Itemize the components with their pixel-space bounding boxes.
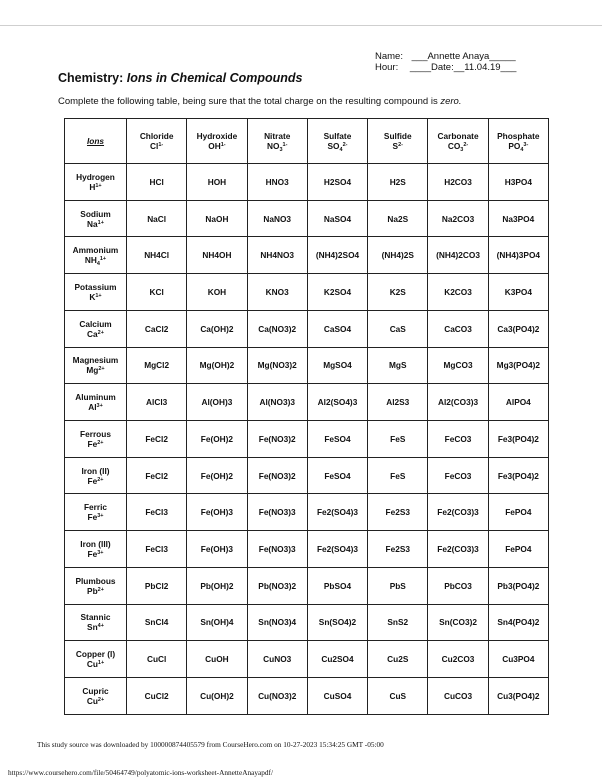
ion-name: Iron (III) (80, 539, 111, 550)
compound-cell: Cu3(PO4)2 (488, 678, 548, 715)
ion-charge: 1- (158, 142, 164, 148)
ion-formula-line (187, 141, 246, 151)
table-row (65, 567, 549, 604)
ion-formula: Na (87, 218, 98, 229)
ion-name: Sulfide (383, 131, 412, 141)
ion-subscript: 3 (460, 147, 464, 153)
compound-cell: Al(OH)3 (187, 384, 247, 421)
ion-formula-line (65, 512, 126, 522)
name-value: ___Annette Anaya_____ (411, 51, 516, 62)
cation-row-header (65, 567, 127, 604)
table-row (65, 164, 549, 201)
compound-cell: CuCO3 (428, 678, 488, 715)
title-italic: Ions in Chemical Compounds (126, 71, 303, 85)
ion-charge: 3+ (96, 403, 103, 410)
cation-row-header (65, 237, 127, 274)
ion-formula: Cu (86, 659, 98, 670)
ion-charge: 2- (398, 142, 403, 148)
compound-cell: Fe3(PO4)2 (488, 421, 548, 458)
compound-cell: SnS2 (368, 604, 428, 641)
ion-name: Magnesium (72, 355, 119, 366)
ion-formula: Cu (86, 696, 98, 707)
ion-name: Stannic (80, 612, 111, 623)
compound-cell: H2CO3 (428, 164, 488, 201)
table-row (65, 531, 549, 568)
ion-name: Calcium (79, 318, 112, 329)
ion-subscript: 3 (279, 147, 283, 153)
compound-cell: K3PO4 (488, 274, 548, 311)
compound-cell: HOH (187, 164, 247, 201)
compound-cell: Al2(SO4)3 (307, 384, 367, 421)
compound-cell: Na2CO3 (428, 200, 488, 237)
compound-cell: HCl (127, 164, 187, 201)
ion-charge: 1- (220, 142, 226, 148)
ion-formula-line (65, 255, 126, 268)
compound-cell: Fe2(SO4)3 (307, 531, 367, 568)
compound-cell: (NH4)2S (368, 237, 428, 274)
compound-cell: Fe2S3 (368, 531, 428, 568)
compound-cell: MgSO4 (307, 347, 367, 384)
compound-cell: CaCO3 (428, 310, 488, 347)
ion-charge: 3+ (97, 550, 104, 557)
compound-cell: KCl (127, 274, 187, 311)
compound-cell: Mg(OH)2 (187, 347, 247, 384)
download-note: This study source was downloaded by 100000874405579 from CourseHero.com on 10-27-2023 15:34:25 GMT -05:00 (37, 740, 384, 749)
compound-cell: FeCl2 (127, 421, 187, 458)
ion-name: Sodium (80, 208, 111, 219)
hour-label: Hour: (375, 62, 399, 73)
compound-cell: PbS (368, 567, 428, 604)
instructions-emphasis: zero. (440, 96, 462, 107)
instructions (58, 96, 461, 107)
ion-formula-line (65, 659, 126, 669)
ion-charge: 2+ (97, 476, 104, 483)
ion-name: Ammonium (72, 245, 119, 256)
compound-cell: CaS (368, 310, 428, 347)
ion-formula: SO (327, 141, 340, 151)
compound-cell: Fe(NO3)3 (247, 494, 307, 531)
ion-formula: Fe (87, 438, 98, 449)
compound-cell: CuCl2 (127, 678, 187, 715)
compound-cell: Na3PO4 (488, 200, 548, 237)
hour-line (375, 62, 516, 73)
compound-cell: H2S (368, 164, 428, 201)
cation-row-header (65, 494, 127, 531)
ion-charge: 2+ (97, 586, 104, 593)
ion-charge: 1+ (97, 219, 104, 226)
compound-cell: Fe(OH)2 (187, 421, 247, 458)
ion-formula: Ca (87, 328, 98, 339)
ion-name: Sulfate (323, 131, 352, 141)
compound-cell: Pb(NO3)2 (247, 567, 307, 604)
compound-cell: FeS (368, 421, 428, 458)
ion-name: Plumbous (75, 575, 116, 586)
compound-cell: FePO4 (488, 531, 548, 568)
compound-cell: Fe2S3 (368, 494, 428, 531)
compound-cell: FeCO3 (428, 457, 488, 494)
ion-name: Copper (I) (75, 649, 116, 660)
anion-column-header (247, 119, 307, 164)
table-row (65, 200, 549, 237)
ion-formula-line (308, 141, 367, 151)
ion-formula-line (65, 476, 126, 486)
compound-cell: NaCl (127, 200, 187, 237)
compound-cell: Fe(NO3)2 (247, 421, 307, 458)
ion-charge: 2+ (97, 697, 105, 704)
table-body (65, 164, 549, 715)
compound-cell: AlPO4 (488, 384, 548, 421)
ion-formula-line (428, 141, 487, 151)
compound-cell: MgS (368, 347, 428, 384)
ion-subscript: 4 (520, 147, 524, 153)
table-row (65, 347, 549, 384)
top-divider-line (0, 25, 602, 26)
compound-cell: Cu2S (368, 641, 428, 678)
compound-cell: Fe(OH)3 (187, 494, 247, 531)
compound-cell: MgCO3 (428, 347, 488, 384)
compound-cell: Fe2(SO4)3 (307, 494, 367, 531)
compound-cell: CuNO3 (247, 641, 307, 678)
table-row (65, 237, 549, 274)
cation-row-header (65, 347, 127, 384)
ions-column-header: Ions (65, 119, 127, 164)
compound-cell: NH4NO3 (247, 237, 307, 274)
compound-cell: Al2(CO3)3 (428, 384, 488, 421)
ion-name: Nitrate (264, 131, 291, 141)
ion-name: Hydrogen (76, 171, 115, 182)
ion-charge: 1+ (95, 182, 102, 189)
ion-formula: OH (208, 141, 221, 151)
table-row (65, 274, 549, 311)
ion-charge: 2- (463, 142, 469, 148)
compound-cell: Pb3(PO4)2 (488, 567, 548, 604)
ion-charge: 3+ (97, 513, 104, 520)
ion-formula-line (65, 622, 126, 632)
compound-cell: FeCl3 (127, 531, 187, 568)
ion-formula: K (89, 292, 96, 303)
compound-cell: NH4Cl (127, 237, 187, 274)
ion-formula: H (89, 181, 96, 192)
cation-row-header (65, 604, 127, 641)
ion-name: Chloride (139, 131, 174, 141)
compound-cell: Mg3(PO4)2 (488, 347, 548, 384)
table-row (65, 641, 549, 678)
compound-cell: Sn(OH)4 (187, 604, 247, 641)
compound-cell: Ca3(PO4)2 (488, 310, 548, 347)
table-row (65, 494, 549, 531)
compound-cell: Sn(CO3)2 (428, 604, 488, 641)
compound-cell: Sn4(PO4)2 (488, 604, 548, 641)
ion-charge: 3- (523, 142, 529, 148)
ion-formula-line (65, 329, 126, 339)
compound-cell: NH4OH (187, 237, 247, 274)
compound-cell: CuSO4 (307, 678, 367, 715)
compound-cell: Al(NO3)3 (247, 384, 307, 421)
compound-cell: H2SO4 (307, 164, 367, 201)
ion-formula-line (368, 141, 427, 151)
ion-name: Potassium (74, 282, 117, 293)
compound-cell: FeS (368, 457, 428, 494)
ion-formula-line (65, 402, 126, 412)
ion-formula: S (392, 141, 399, 151)
table-row (65, 678, 549, 715)
name-label: Name: (375, 51, 403, 62)
compound-cell: CuCl (127, 641, 187, 678)
compound-cell: (NH4)2CO3 (428, 237, 488, 274)
cation-row-header (65, 531, 127, 568)
ion-subscript: 4 (339, 147, 343, 153)
ion-charge: 2+ (98, 366, 105, 373)
compound-cell: Mg(NO3)2 (247, 347, 307, 384)
compound-cell: (NH4)2SO4 (307, 237, 367, 274)
ion-name: Iron (II) (81, 465, 110, 476)
compound-cell: Al2S3 (368, 384, 428, 421)
compound-cell: Cu2SO4 (307, 641, 367, 678)
compound-cell: HNO3 (247, 164, 307, 201)
ion-formula-line (65, 696, 126, 706)
compound-cell: Fe2(CO3)3 (428, 531, 488, 568)
compound-cell: Cu3PO4 (488, 641, 548, 678)
table-row (65, 457, 549, 494)
hour-date-value: ____Date:__11.04.19___ (409, 62, 517, 73)
cation-row-header (65, 457, 127, 494)
name-line (375, 51, 516, 62)
ion-formula: Al (88, 402, 97, 413)
compound-cell: Cu(NO3)2 (247, 678, 307, 715)
anion-column-header (127, 119, 187, 164)
compound-cell: Pb(OH)2 (187, 567, 247, 604)
anion-column-header (307, 119, 367, 164)
compound-cell: FeSO4 (307, 457, 367, 494)
ion-subscript: 4 (96, 261, 100, 268)
ion-formula: NH (84, 255, 97, 266)
compound-cell: Fe(NO3)3 (247, 531, 307, 568)
compound-cell: PbCO3 (428, 567, 488, 604)
table-row (65, 604, 549, 641)
ion-formula-line (65, 219, 126, 229)
ion-charge: 2+ (97, 329, 104, 336)
ion-formula: Pb (87, 585, 98, 596)
compound-cell: CaSO4 (307, 310, 367, 347)
compound-cell: CuS (368, 678, 428, 715)
cation-row-header (65, 274, 127, 311)
page-title (58, 71, 303, 85)
cation-row-header (65, 641, 127, 678)
ion-formula: CO (447, 141, 461, 151)
ion-name: Ferric (83, 502, 108, 513)
ion-charge: 1+ (97, 660, 105, 667)
ion-formula-line (65, 439, 126, 449)
ion-formula: NO (267, 141, 280, 151)
compound-cell: Fe3(PO4)2 (488, 457, 548, 494)
compound-cell: Ca(OH)2 (187, 310, 247, 347)
ion-formula: Fe (87, 475, 98, 486)
table-row (65, 421, 549, 458)
ion-name: Cupric (82, 686, 109, 697)
compound-cell: Sn(NO3)4 (247, 604, 307, 641)
compound-cell: FeSO4 (307, 421, 367, 458)
ion-formula-line (489, 141, 548, 151)
compound-cell: SnCl4 (127, 604, 187, 641)
ion-name: Aluminum (75, 392, 116, 403)
ion-formula-line (248, 141, 307, 151)
cation-row-header (65, 200, 127, 237)
compound-cell: NaOH (187, 200, 247, 237)
compound-cell: Sn(SO4)2 (307, 604, 367, 641)
instructions-text: Complete the following table, being sure that the total charge on the resulting compound is (58, 96, 438, 107)
compound-cell: KNO3 (247, 274, 307, 311)
ion-charge: 2+ (97, 439, 104, 446)
compound-cell: NaSO4 (307, 200, 367, 237)
ion-charge: 1- (282, 142, 288, 148)
compound-cell: Cu(OH)2 (187, 678, 247, 715)
ion-formula-line (65, 182, 126, 192)
cation-row-header (65, 310, 127, 347)
compound-cell: NaNO3 (247, 200, 307, 237)
ion-formula-line (65, 292, 126, 302)
ion-charge: 1+ (99, 256, 107, 263)
table-row (65, 310, 549, 347)
compound-cell: K2S (368, 274, 428, 311)
compound-cell: Fe2(CO3)3 (428, 494, 488, 531)
compound-cell: Fe(OH)3 (187, 531, 247, 568)
compound-cell: Fe(NO3)2 (247, 457, 307, 494)
anion-column-header (488, 119, 548, 164)
compound-cell: K2CO3 (428, 274, 488, 311)
ion-formula-line (65, 586, 126, 596)
ion-name: Phosphate (497, 131, 540, 141)
ion-name: Ferrous (80, 428, 111, 439)
compound-cell: CuOH (187, 641, 247, 678)
ion-formula: Cl (150, 141, 159, 151)
compound-cell: FeCl2 (127, 457, 187, 494)
table-header-row (65, 119, 549, 164)
compound-cell: MgCl2 (127, 347, 187, 384)
ion-formula: Fe (87, 549, 98, 560)
source-url: https://www.coursehero.com/file/50464749/polyatomic-ions-worksheet-AnnetteAnayapdf/ (8, 768, 273, 777)
anion-column-header (187, 119, 247, 164)
anion-column-header (368, 119, 428, 164)
compound-cell: FeCO3 (428, 421, 488, 458)
ion-formula-line (65, 365, 126, 375)
cation-row-header (65, 384, 127, 421)
compound-cell: Cu2CO3 (428, 641, 488, 678)
ion-formula-line (127, 141, 186, 151)
ion-charge: 2- (342, 142, 348, 148)
compound-cell: PbCl2 (127, 567, 187, 604)
compound-cell: FePO4 (488, 494, 548, 531)
ion-formula: Fe (87, 512, 98, 523)
cation-row-header (65, 678, 127, 715)
compound-cell: K2SO4 (307, 274, 367, 311)
anion-column-header (428, 119, 488, 164)
compound-cell: CaCl2 (127, 310, 187, 347)
table-row (65, 384, 549, 421)
compound-cell: AlCl3 (127, 384, 187, 421)
compound-cell: Fe(OH)2 (187, 457, 247, 494)
ion-charge: 4+ (97, 623, 104, 630)
ions-table (64, 118, 549, 715)
compound-cell: Na2S (368, 200, 428, 237)
ion-name: Carbonate (437, 131, 479, 141)
compound-cell: KOH (187, 274, 247, 311)
student-info (375, 51, 516, 73)
compound-cell: (NH4)3PO4 (488, 237, 548, 274)
ion-charge: 1+ (95, 293, 102, 300)
compound-cell: FeCl3 (127, 494, 187, 531)
compound-cell: Ca(NO3)2 (247, 310, 307, 347)
ion-formula: Mg (86, 365, 99, 376)
compound-cell: H3PO4 (488, 164, 548, 201)
cation-row-header (65, 421, 127, 458)
ion-name: Hydroxide (196, 131, 238, 141)
ion-formula: PO (508, 141, 521, 151)
ion-formula: Sn (87, 622, 98, 633)
cation-row-header (65, 164, 127, 201)
ion-formula-line (65, 549, 126, 559)
compound-cell: PbSO4 (307, 567, 367, 604)
title-prefix: Chemistry: (58, 71, 124, 85)
